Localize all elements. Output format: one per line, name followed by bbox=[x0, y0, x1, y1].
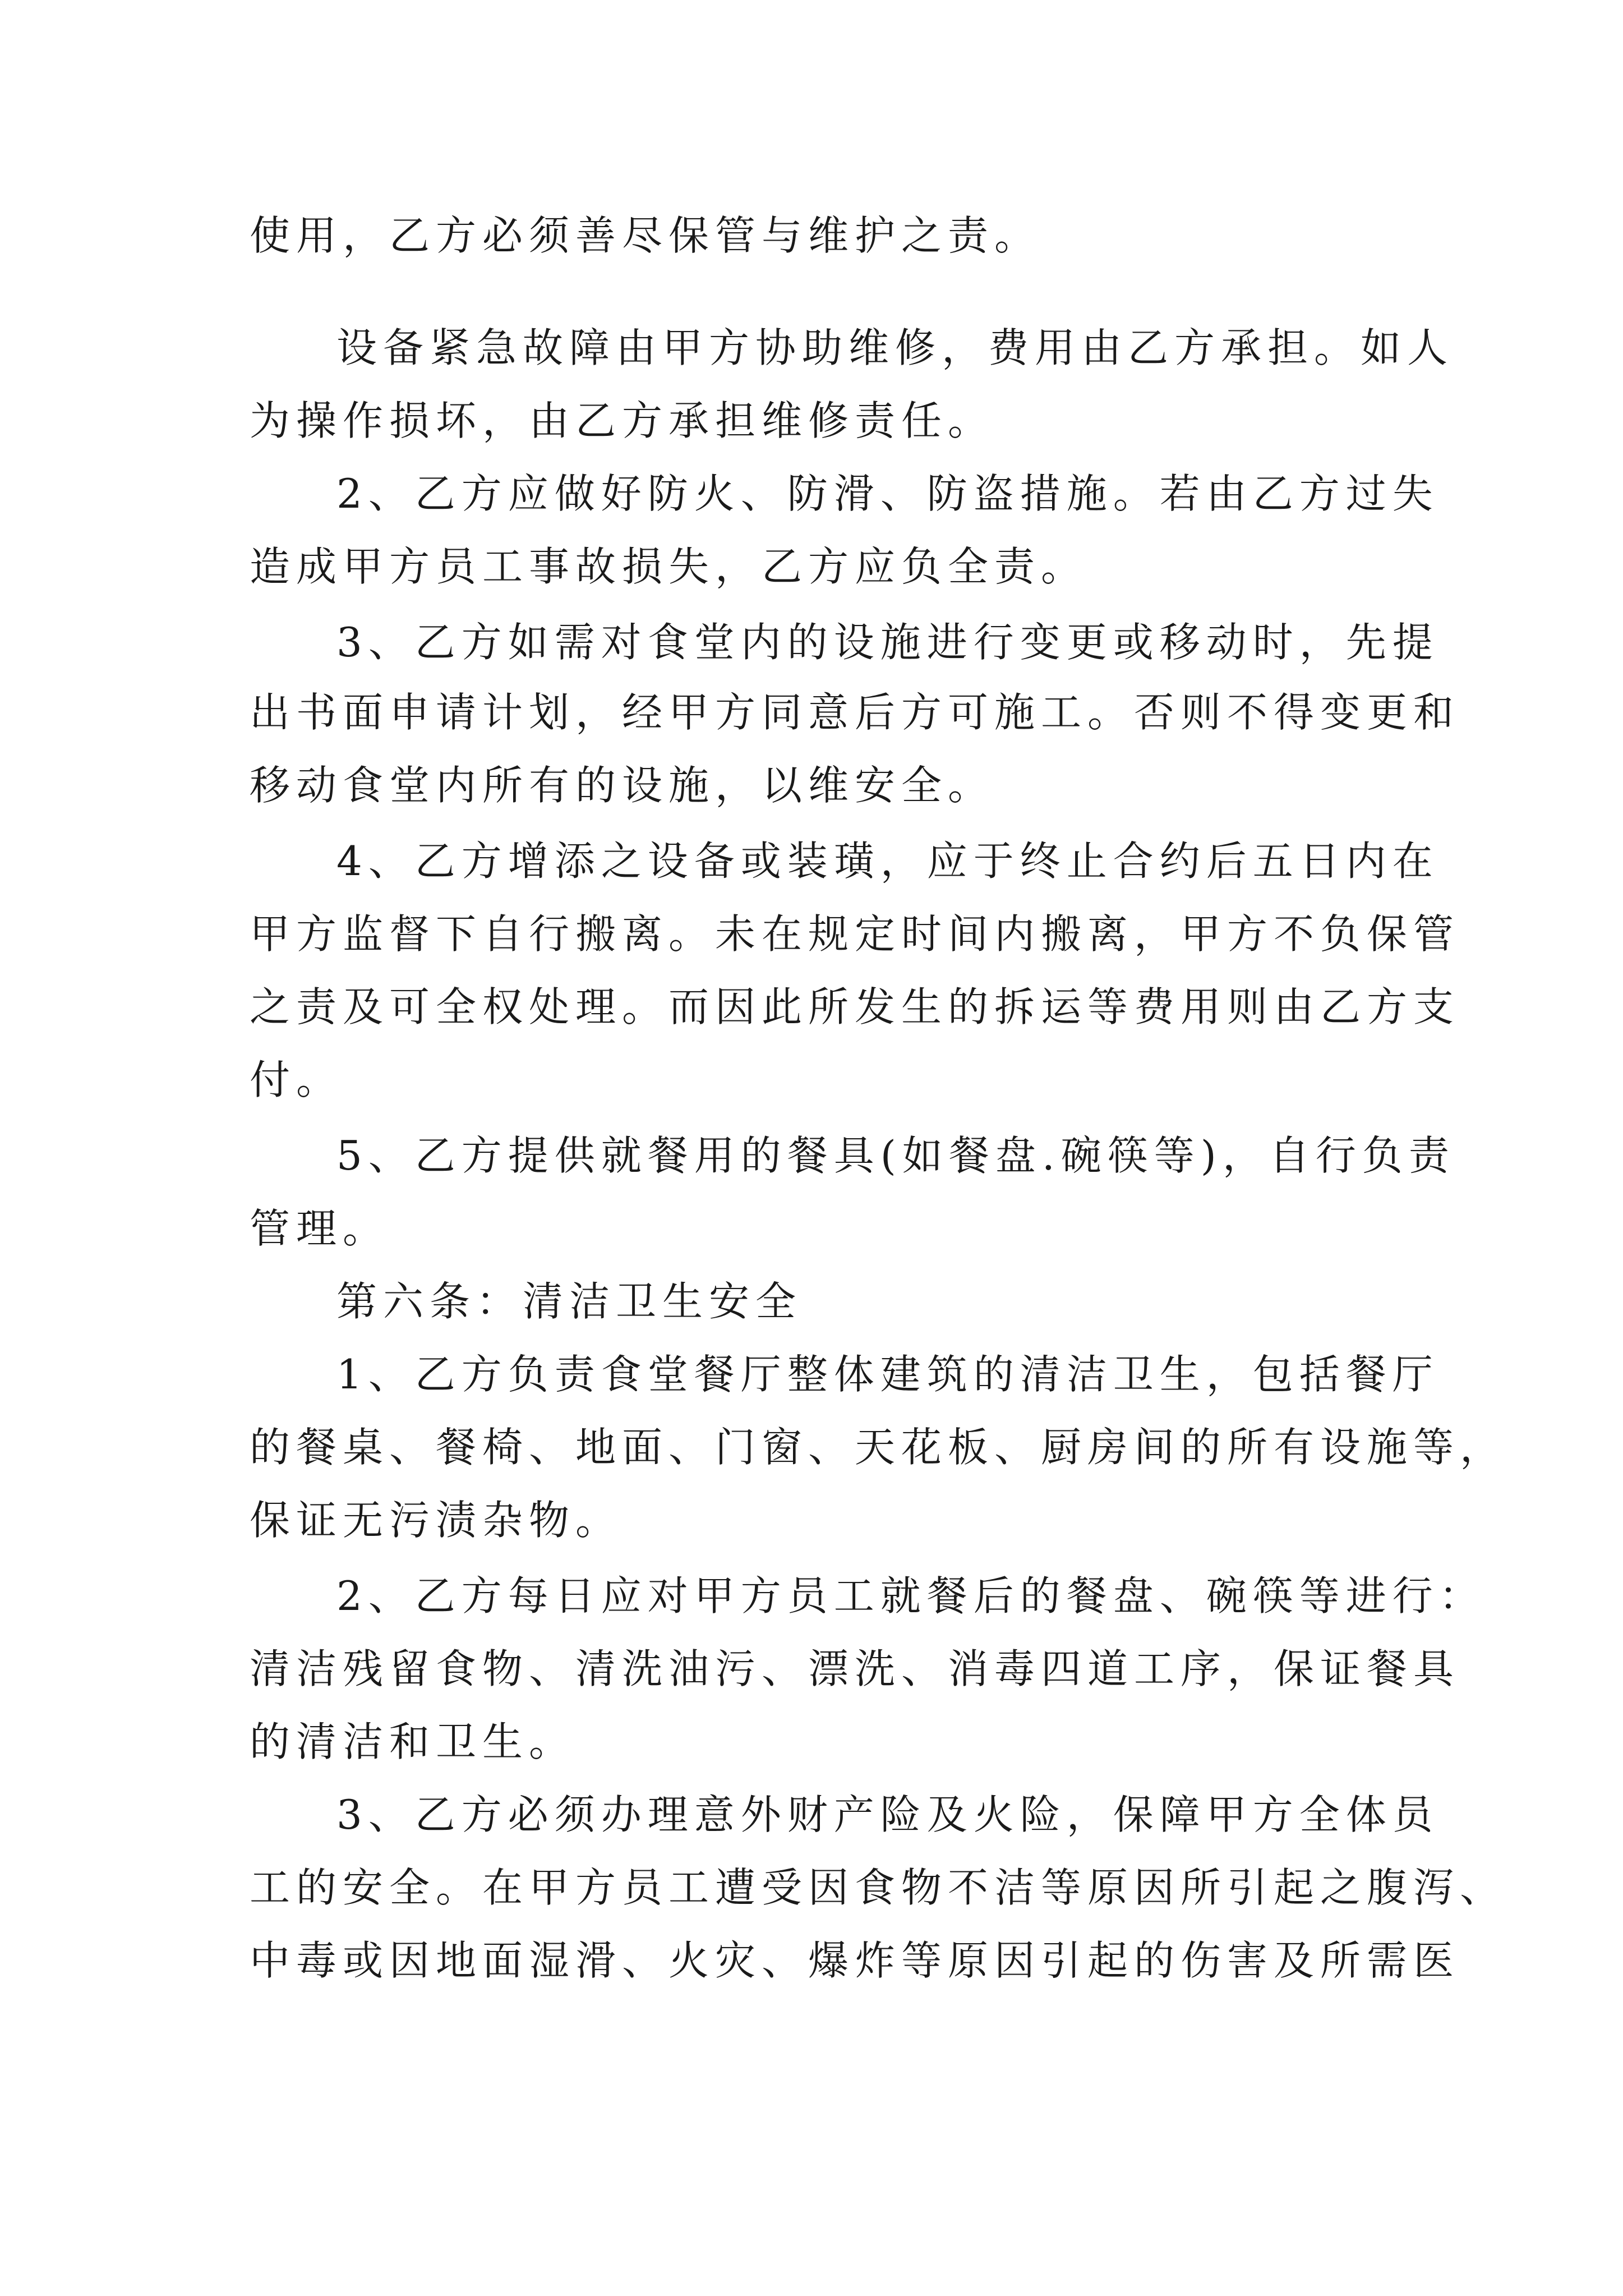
text-line: 之责及可全权处理。而因此所发生的拆运等费用则由乙方支 bbox=[250, 983, 1460, 1030]
text-line: 的餐桌、餐椅、地面、门窗、天花板、厨房间的所有设施等， bbox=[250, 1424, 1507, 1471]
text-line: 设备紧急故障由甲方协助维修，费用由乙方承担。如人 bbox=[336, 324, 1454, 371]
text-line: 3、乙方必须办理意外财产险及火险，保障甲方全体员 bbox=[336, 1791, 1439, 1838]
text-line: 4、乙方增添之设备或装璜，应于终止合约后五日内在 bbox=[336, 838, 1439, 885]
text-line: 保证无污渍杂物。 bbox=[250, 1497, 623, 1544]
text-line: 2、乙方每日应对甲方员工就餐后的餐盘、碗筷等进行： bbox=[336, 1572, 1486, 1619]
text-line: 3、乙方如需对食堂内的设施进行变更或移动时，先提 bbox=[336, 619, 1439, 666]
text-line: 出书面申请计划，经甲方同意后方可施工。否则不得变更和 bbox=[250, 689, 1460, 736]
text-line: 甲方监督下自行搬离。未在规定时间内搬离，甲方不负保管 bbox=[250, 910, 1460, 958]
text-line: 为操作损坏，由乙方承担维修责任。 bbox=[250, 397, 995, 444]
text-line: 的清洁和卫生。 bbox=[250, 1718, 576, 1765]
text-line: 1、乙方负责食堂餐厅整体建筑的清洁卫生，包括餐厅 bbox=[336, 1351, 1439, 1398]
text-line: 移动食堂内所有的设施，以维安全。 bbox=[250, 762, 995, 809]
text-line: 2、乙方应做好防火、防滑、防盗措施。若由乙方过失 bbox=[336, 470, 1439, 517]
section-heading: 第六条：清洁卫生安全 bbox=[336, 1278, 803, 1325]
text-line: 管理。 bbox=[250, 1205, 390, 1252]
text-line: 工的安全。在甲方员工遭受因食物不洁等原因所引起之腹泻、 bbox=[250, 1864, 1507, 1911]
text-line: 付。 bbox=[250, 1056, 343, 1103]
text-line: 中毒或因地面湿滑、火灾、爆炸等原因引起的伤害及所需医 bbox=[250, 1937, 1460, 1984]
text-line: 5、乙方提供就餐用的餐具(如餐盘.碗筷等)，自行负责 bbox=[336, 1132, 1455, 1179]
text-line: 造成甲方员工事故损失，乙方应负全责。 bbox=[250, 543, 1088, 590]
text-line: 清洁残留食物、清洗油污、漂洗、消毒四道工序，保证餐具 bbox=[250, 1645, 1460, 1692]
text-line: 使用，乙方必须善尽保管与维护之责。 bbox=[250, 212, 1041, 259]
